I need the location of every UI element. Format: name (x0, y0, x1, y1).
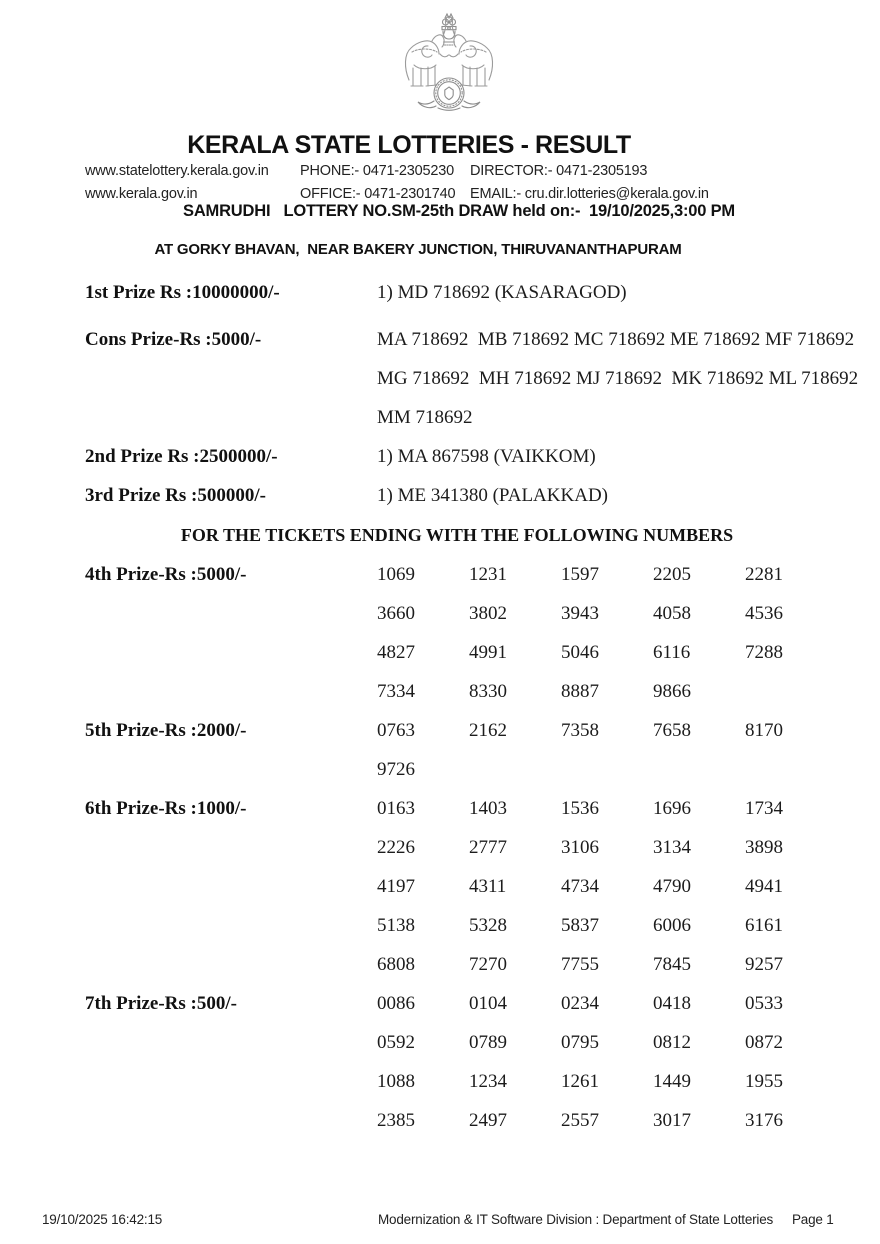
ticket-number: 4790 (653, 876, 691, 897)
ticket-number: 1231 (469, 564, 507, 585)
ticket-number: 1234 (469, 1071, 507, 1092)
ticket-number: 3660 (377, 603, 415, 624)
ticket-number: 1449 (653, 1071, 691, 1092)
generated-timestamp: 19/10/2025 16:42:15 (42, 1212, 163, 1227)
winning-number-line: 1) MA 867598 (VAIKKOM) (377, 446, 596, 467)
ticket-number: 2162 (469, 720, 507, 741)
ticket-number: 3802 (469, 603, 507, 624)
ticket-number: 4536 (745, 603, 783, 624)
ticket-number: 7845 (653, 954, 691, 975)
prize-row-6th (85, 789, 845, 984)
ticket-number: 7658 (653, 720, 691, 741)
prize-label: Cons Prize-Rs :5000/- (85, 329, 262, 350)
ticket-number-grid (377, 555, 837, 711)
winning-number-line: 1) MD 718692 (KASARAGOD) (377, 282, 627, 303)
prize-row-7th (85, 984, 845, 1140)
ticket-number: 1597 (561, 564, 599, 585)
ticket-number: 0104 (469, 993, 507, 1014)
page-footer (0, 1212, 880, 1234)
ticket-number: 5328 (469, 915, 507, 936)
ticket-number: 2497 (469, 1110, 507, 1131)
ticket-number: 7755 (561, 954, 599, 975)
ticket-number: 8330 (469, 681, 507, 702)
ticket-number: 4311 (469, 876, 507, 897)
ticket-number: 8170 (745, 720, 783, 741)
ticket-number: 2777 (469, 837, 507, 858)
ticket-number: 0086 (377, 993, 415, 1014)
website-statelottery: www.statelottery.kerala.gov.in (85, 163, 269, 179)
ticket-number: 1261 (561, 1071, 599, 1092)
ticket-number: 9257 (745, 954, 783, 975)
ticket-number: 0163 (377, 798, 415, 819)
ticket-number: 4827 (377, 642, 415, 663)
website-kerala: www.kerala.gov.in (85, 186, 198, 202)
ticket-number-grid (377, 789, 837, 984)
ticket-number: 4058 (653, 603, 691, 624)
prize-label: 5th Prize-Rs :2000/- (85, 720, 247, 741)
prize-values (377, 273, 627, 312)
ticket-number: 7358 (561, 720, 599, 741)
ticket-number: 7288 (745, 642, 783, 663)
ticket-number: 0872 (745, 1032, 783, 1053)
ticket-number: 1403 (469, 798, 507, 819)
winning-number-line: MA 718692 MB 718692 MC 718692 ME 718692 MF 718692 (377, 329, 855, 350)
prize-row-3rd (85, 476, 845, 515)
prize-row-cons (85, 320, 859, 437)
ticket-number: 0812 (653, 1032, 691, 1053)
ticket-number: 5046 (561, 642, 599, 663)
winning-number-line: 1) ME 341380 (PALAKKAD) (377, 485, 608, 506)
ending-numbers-heading: FOR THE TICKETS ENDING WITH THE FOLLOWING NUMBERS (180, 525, 734, 545)
ticket-number: 2557 (561, 1110, 599, 1131)
ticket-number: 7270 (469, 954, 507, 975)
ticket-number: 2205 (653, 564, 691, 585)
result-body (85, 273, 859, 1140)
ticket-number: 0795 (561, 1032, 599, 1053)
contact-info (85, 162, 840, 204)
prize-values (377, 320, 858, 437)
ticket-number: 5138 (377, 915, 415, 936)
ticket-number: 4734 (561, 876, 599, 897)
ticket-number: 1696 (653, 798, 691, 819)
ticket-number: 1734 (745, 798, 783, 819)
ticket-number: 0418 (653, 993, 691, 1014)
prize-row-1st (85, 273, 845, 312)
ticket-number: 1088 (377, 1071, 415, 1092)
prize-label: 7th Prize-Rs :500/- (85, 993, 237, 1014)
prize-values (377, 437, 596, 476)
draw-info-line: SAMRUDHI LOTTERY NO.SM-25th DRAW held on:- 19/10/2025,3:00 PM (183, 202, 735, 220)
kerala-state-emblem-icon (401, 7, 497, 113)
ticket-number: 2226 (377, 837, 415, 858)
ticket-number: 6116 (653, 642, 691, 663)
prize-values (377, 476, 608, 515)
ticket-number: 1955 (745, 1071, 783, 1092)
office-number: OFFICE:- 0471-2301740 (300, 186, 456, 202)
prize-label: 3rd Prize Rs :500000/- (85, 485, 266, 506)
prize-label: 1st Prize Rs :10000000/- (85, 282, 280, 303)
ticket-number: 5837 (561, 915, 599, 936)
ticket-number: 0592 (377, 1032, 415, 1053)
prize-label: 4th Prize-Rs :5000/- (85, 564, 247, 585)
ticket-number-grid (377, 984, 837, 1140)
ticket-number: 3898 (745, 837, 783, 858)
ticket-number: 1069 (377, 564, 415, 585)
ticket-number-grid (377, 711, 837, 789)
venue-line: AT GORKY BHAVAN, NEAR BAKERY JUNCTION, THIRUVANANTHAPURAM (154, 241, 682, 258)
ticket-number: 3134 (653, 837, 691, 858)
ticket-number: 2385 (377, 1110, 415, 1131)
prize-row-2nd (85, 437, 845, 476)
ticket-number: 0763 (377, 720, 415, 741)
page-number: Page 1 (792, 1212, 834, 1227)
phone-number: PHONE:- 0471-2305230 (300, 163, 454, 179)
prize-label: 6th Prize-Rs :1000/- (85, 798, 247, 819)
winning-number-line: MM 718692 (377, 407, 473, 428)
email-address: EMAIL:- cru.dir.lotteries@kerala.gov.in (470, 186, 709, 202)
ticket-number: 0533 (745, 993, 783, 1014)
ticket-number: 6006 (653, 915, 691, 936)
winning-number-line: MG 718692 MH 718692 MJ 718692 MK 718692 ML 718692 (377, 368, 859, 389)
government-seal (418, 78, 480, 110)
ticket-number: 3017 (653, 1110, 691, 1131)
ticket-number: 0789 (469, 1032, 507, 1053)
page-title: KERALA STATE LOTTERIES - RESULT (187, 131, 631, 159)
ticket-number: 3943 (561, 603, 599, 624)
ticket-number: 9726 (377, 759, 415, 780)
ticket-number: 6808 (377, 954, 415, 975)
ticket-number: 7334 (377, 681, 415, 702)
ticket-number: 4991 (469, 642, 507, 663)
ticket-number: 9866 (653, 681, 691, 702)
ticket-number: 2281 (745, 564, 783, 585)
director-number: DIRECTOR:- 0471-2305193 (470, 163, 648, 179)
ticket-number: 4941 (745, 876, 783, 897)
ticket-number: 1536 (561, 798, 599, 819)
ticket-number: 0234 (561, 993, 599, 1014)
ticket-number: 8887 (561, 681, 599, 702)
prize-row-4th (85, 555, 845, 711)
ticket-number: 3106 (561, 837, 599, 858)
prize-label: 2nd Prize Rs :2500000/- (85, 446, 278, 467)
ticket-number: 3176 (745, 1110, 783, 1131)
ticket-number: 4197 (377, 876, 415, 897)
ticket-number: 6161 (745, 915, 783, 936)
prize-row-5th (85, 711, 845, 789)
footer-division-text: Modernization & IT Software Division : Department of State Lotteries (378, 1212, 774, 1227)
